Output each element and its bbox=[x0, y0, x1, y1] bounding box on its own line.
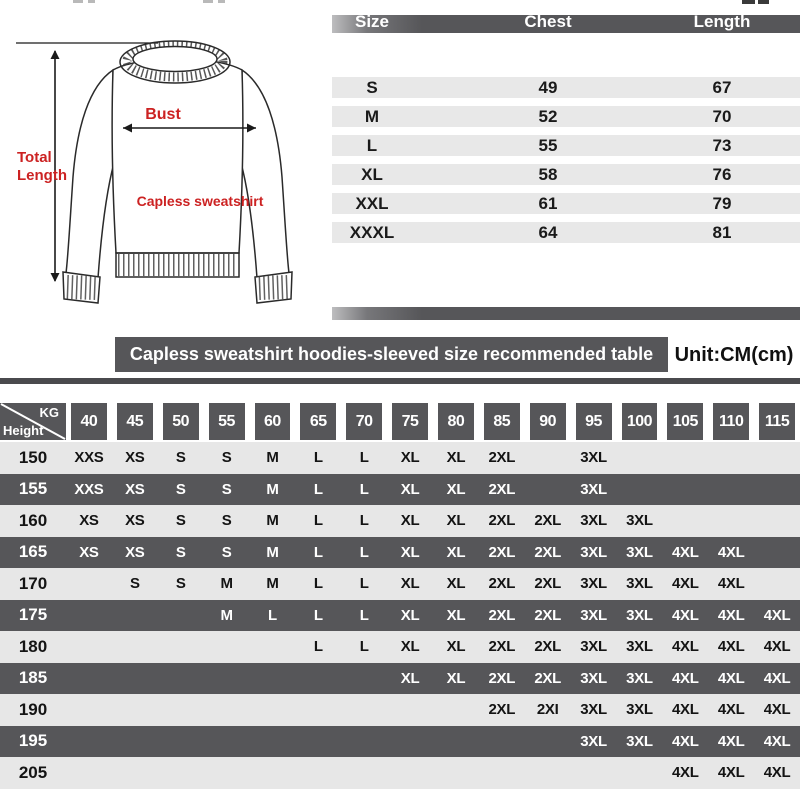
rec-table-row bbox=[0, 568, 800, 600]
size-cell: 4XL bbox=[672, 543, 699, 561]
height-label: 180 bbox=[18, 636, 48, 656]
rec-table-row bbox=[0, 537, 800, 569]
size-cell: L bbox=[359, 606, 369, 624]
size-cell: 3XL bbox=[580, 732, 607, 750]
size-column-header: Size bbox=[354, 15, 390, 31]
size-cell: 3XL bbox=[626, 543, 653, 561]
size-cell: XL bbox=[446, 543, 466, 561]
size-cell: 3XL bbox=[580, 606, 607, 624]
size-cell: 4XL bbox=[672, 732, 699, 750]
size-label: XXL bbox=[355, 194, 389, 213]
height-label: 190 bbox=[18, 699, 48, 719]
height-label: 165 bbox=[18, 542, 48, 562]
weight-header-cell: 50 bbox=[163, 403, 199, 440]
total-length-line1: Total bbox=[17, 149, 52, 166]
size-cell: L bbox=[313, 480, 323, 498]
size-cell: L bbox=[359, 638, 369, 656]
size-cell: M bbox=[220, 575, 233, 593]
size-cell: 3XL bbox=[626, 575, 653, 593]
size-table-header bbox=[332, 15, 800, 33]
chest-value: 61 bbox=[538, 194, 558, 213]
cropped-text-remnant bbox=[203, 0, 213, 3]
banner-title: Capless sweatshirt hoodies-sleeved size recommended table bbox=[115, 337, 668, 372]
size-cell: L bbox=[268, 606, 277, 624]
collar-inner bbox=[133, 47, 217, 72]
size-cell: XL bbox=[446, 449, 466, 467]
size-cell: 4XL bbox=[672, 638, 699, 656]
rec-table-row bbox=[0, 600, 800, 632]
rec-table-row bbox=[0, 474, 800, 506]
length-value: 73 bbox=[712, 136, 732, 155]
size-cell: M bbox=[266, 543, 279, 561]
weight-header-cell: 80 bbox=[438, 403, 474, 440]
size-cell: 3XL bbox=[626, 638, 653, 656]
arrowhead-up-icon bbox=[51, 50, 60, 59]
size-cell: 4XL bbox=[672, 669, 699, 687]
weight-header-cell: 105 bbox=[667, 403, 703, 440]
size-cell: XL bbox=[446, 669, 466, 687]
rec-table-row bbox=[0, 694, 800, 726]
height-label: 155 bbox=[18, 479, 48, 499]
size-cell: XS bbox=[125, 512, 145, 530]
size-cell: 4XL bbox=[717, 606, 745, 624]
size-cell: 3XL bbox=[580, 575, 607, 593]
size-cell: 2XL bbox=[488, 638, 516, 656]
size-cell: L bbox=[359, 543, 369, 561]
unit-label: Unit:CM(cm) bbox=[674, 344, 794, 366]
size-cell: 2XL bbox=[534, 669, 561, 687]
size-cell: S bbox=[175, 449, 186, 467]
size-cell: XS bbox=[79, 543, 99, 561]
size-cell: XL bbox=[400, 669, 420, 687]
size-cell: 2XL bbox=[488, 701, 516, 719]
section-divider bbox=[0, 378, 800, 384]
height-label: 150 bbox=[18, 447, 48, 467]
weight-header-cell: 75 bbox=[392, 403, 428, 440]
size-cell: 2XL bbox=[488, 543, 516, 561]
size-cell: L bbox=[359, 449, 369, 467]
size-table-rows bbox=[332, 77, 800, 251]
cropped-text-remnant bbox=[742, 0, 755, 4]
height-corner-label: Height bbox=[3, 423, 44, 438]
weight-header-cell: 90 bbox=[530, 403, 566, 440]
height-label: 185 bbox=[18, 668, 48, 688]
size-cell: 4XL bbox=[717, 764, 745, 782]
size-cell: M bbox=[266, 449, 279, 467]
size-table-row bbox=[332, 106, 800, 127]
size-cell: S bbox=[175, 543, 186, 561]
size-cell: 3XL bbox=[580, 543, 607, 561]
size-cell: 3XL bbox=[626, 701, 653, 719]
chest-value: 49 bbox=[538, 78, 558, 97]
size-table-row bbox=[332, 77, 800, 98]
size-cell: XL bbox=[400, 512, 420, 530]
size-cell: 4XL bbox=[763, 669, 791, 687]
right-sleeve bbox=[241, 70, 289, 278]
size-cell: S bbox=[129, 575, 140, 593]
weight-header-cell: 65 bbox=[300, 403, 336, 440]
height-label: 160 bbox=[18, 510, 48, 530]
height-label: 195 bbox=[18, 731, 48, 751]
rec-table-row bbox=[0, 505, 800, 537]
size-cell: 2XL bbox=[488, 512, 516, 530]
size-cell: M bbox=[266, 480, 279, 498]
cropped-text-remnant bbox=[73, 0, 83, 3]
size-cell: 4XL bbox=[763, 638, 791, 656]
size-cell: L bbox=[359, 512, 369, 530]
size-cell: XL bbox=[446, 512, 466, 530]
size-cell: L bbox=[359, 480, 369, 498]
length-value: 81 bbox=[712, 223, 732, 242]
size-label: L bbox=[366, 136, 378, 155]
size-cell: XL bbox=[400, 575, 420, 593]
size-cell: XL bbox=[400, 480, 420, 498]
kg-corner-label: KG bbox=[39, 405, 59, 420]
size-cell: 2XL bbox=[534, 638, 561, 656]
size-cell: 3XL bbox=[580, 480, 607, 498]
weight-header-cell: 110 bbox=[713, 403, 749, 440]
size-cell: 4XL bbox=[763, 732, 791, 750]
height-label: 175 bbox=[18, 605, 48, 625]
arrowhead-down-icon bbox=[51, 273, 60, 282]
cropped-text-remnant bbox=[218, 0, 225, 3]
size-cell: 2XL bbox=[534, 575, 561, 593]
chest-value: 55 bbox=[538, 136, 558, 155]
length-column-header: Length bbox=[693, 15, 751, 31]
length-value: 70 bbox=[712, 107, 732, 126]
size-cell: XL bbox=[446, 480, 466, 498]
size-cell: 4XL bbox=[717, 575, 745, 593]
size-cell: XS bbox=[125, 543, 145, 561]
size-cell: L bbox=[313, 606, 323, 624]
size-cell: L bbox=[313, 638, 323, 656]
height-label: 170 bbox=[18, 573, 48, 593]
size-cell: 2XL bbox=[488, 575, 516, 593]
size-cell: S bbox=[175, 512, 186, 530]
length-value: 79 bbox=[712, 194, 732, 213]
corner-cell bbox=[0, 403, 66, 440]
size-cell: L bbox=[359, 575, 369, 593]
size-table-row bbox=[332, 135, 800, 156]
size-cell: 3XL bbox=[580, 638, 607, 656]
size-cell: 4XL bbox=[763, 606, 791, 624]
size-table-row bbox=[332, 222, 800, 243]
size-cell: 3XL bbox=[626, 669, 653, 687]
weight-header-cell: 115 bbox=[759, 403, 795, 440]
chest-column-header: Chest bbox=[524, 15, 572, 31]
rec-table-row bbox=[0, 442, 800, 474]
size-cell: 2XL bbox=[488, 669, 516, 687]
bust-label: Bust bbox=[145, 106, 181, 123]
size-label: XL bbox=[361, 165, 383, 184]
rec-table-row bbox=[0, 757, 800, 789]
size-label: S bbox=[366, 78, 378, 97]
weight-header-cell: 60 bbox=[255, 403, 291, 440]
size-label: M bbox=[364, 107, 380, 126]
rec-table-row bbox=[0, 631, 800, 663]
size-cell: 4XL bbox=[717, 732, 745, 750]
weight-header-cell: 55 bbox=[209, 403, 245, 440]
size-table-row bbox=[332, 164, 800, 185]
size-cell: 3XL bbox=[626, 606, 653, 624]
length-value: 67 bbox=[712, 78, 732, 97]
product-label: Capless sweatshirt bbox=[136, 193, 264, 209]
size-cell: L bbox=[313, 575, 323, 593]
size-cell: S bbox=[221, 512, 232, 530]
size-cell: XS bbox=[125, 449, 145, 467]
weight-header-cell: 95 bbox=[576, 403, 612, 440]
weight-header-cell: 40 bbox=[71, 403, 107, 440]
size-cell: S bbox=[221, 449, 232, 467]
size-cell: S bbox=[175, 575, 186, 593]
size-cell: XL bbox=[446, 606, 466, 624]
size-cell: M bbox=[266, 575, 279, 593]
size-cell: 4XL bbox=[717, 669, 745, 687]
rec-header-row bbox=[0, 403, 800, 440]
size-cell: 2XL bbox=[534, 543, 561, 561]
size-cell: S bbox=[175, 480, 186, 498]
size-cell: M bbox=[220, 606, 233, 624]
weight-header-cell: 70 bbox=[346, 403, 382, 440]
size-cell: L bbox=[313, 449, 323, 467]
size-cell: 4XL bbox=[672, 764, 699, 782]
weight-header-cell: 100 bbox=[622, 403, 658, 440]
size-cell: XL bbox=[400, 638, 420, 656]
size-cell: 3XL bbox=[580, 449, 607, 467]
size-cell: 4XL bbox=[717, 701, 745, 719]
cropped-text-remnant bbox=[88, 0, 95, 3]
weight-header-cell: 85 bbox=[484, 403, 520, 440]
size-cell: 3XL bbox=[580, 701, 607, 719]
size-cell: XXS bbox=[74, 480, 104, 498]
size-cell: 2XL bbox=[488, 449, 516, 467]
size-cell: XS bbox=[125, 480, 145, 498]
size-cell: XS bbox=[79, 512, 99, 530]
chest-value: 52 bbox=[538, 107, 558, 126]
size-cell: XL bbox=[400, 449, 420, 467]
chest-value: 58 bbox=[538, 165, 558, 184]
chest-value: 64 bbox=[538, 223, 558, 242]
recommend-table bbox=[0, 403, 800, 789]
size-cell: 4XL bbox=[672, 701, 699, 719]
size-cell: S bbox=[221, 543, 232, 561]
size-cell: S bbox=[221, 480, 232, 498]
total-length-label bbox=[17, 149, 87, 185]
cropped-text-remnant bbox=[758, 0, 769, 4]
size-cell: 2XL bbox=[534, 512, 561, 530]
size-cell: 3XL bbox=[626, 732, 653, 750]
size-cell: 3XL bbox=[626, 512, 653, 530]
size-cell: 3XL bbox=[580, 512, 607, 530]
size-cell: 2XL bbox=[488, 480, 516, 498]
rec-table-row bbox=[0, 726, 800, 758]
size-cell: 2XL bbox=[534, 606, 561, 624]
size-cell: XL bbox=[446, 575, 466, 593]
size-cell: 4XL bbox=[763, 701, 791, 719]
size-cell: XXS bbox=[74, 449, 104, 467]
size-cell: 2XI bbox=[536, 701, 559, 719]
size-table-row bbox=[332, 193, 800, 214]
torso bbox=[112, 59, 243, 253]
weight-header-cell: 45 bbox=[117, 403, 153, 440]
size-cell: 3XL bbox=[580, 669, 607, 687]
size-cell: L bbox=[313, 543, 323, 561]
rec-table-row bbox=[0, 663, 800, 695]
size-cell: 4XL bbox=[717, 543, 745, 561]
size-cell: 4XL bbox=[763, 764, 791, 782]
size-cell: XL bbox=[400, 543, 420, 561]
size-cell: 4XL bbox=[717, 638, 745, 656]
total-length-line2: Length bbox=[17, 167, 67, 184]
size-cell: XL bbox=[400, 606, 420, 624]
size-cell: 4XL bbox=[672, 606, 699, 624]
height-label: 205 bbox=[18, 762, 48, 782]
size-cell: 2XL bbox=[488, 606, 516, 624]
size-cell: M bbox=[266, 512, 279, 530]
size-cell: L bbox=[313, 512, 323, 530]
size-cell: 4XL bbox=[672, 575, 699, 593]
length-value: 76 bbox=[712, 165, 732, 184]
size-label: XXXL bbox=[349, 223, 395, 242]
size-table-footer-bar bbox=[332, 307, 800, 320]
rec-table-body bbox=[0, 442, 800, 789]
size-cell: XL bbox=[446, 638, 466, 656]
